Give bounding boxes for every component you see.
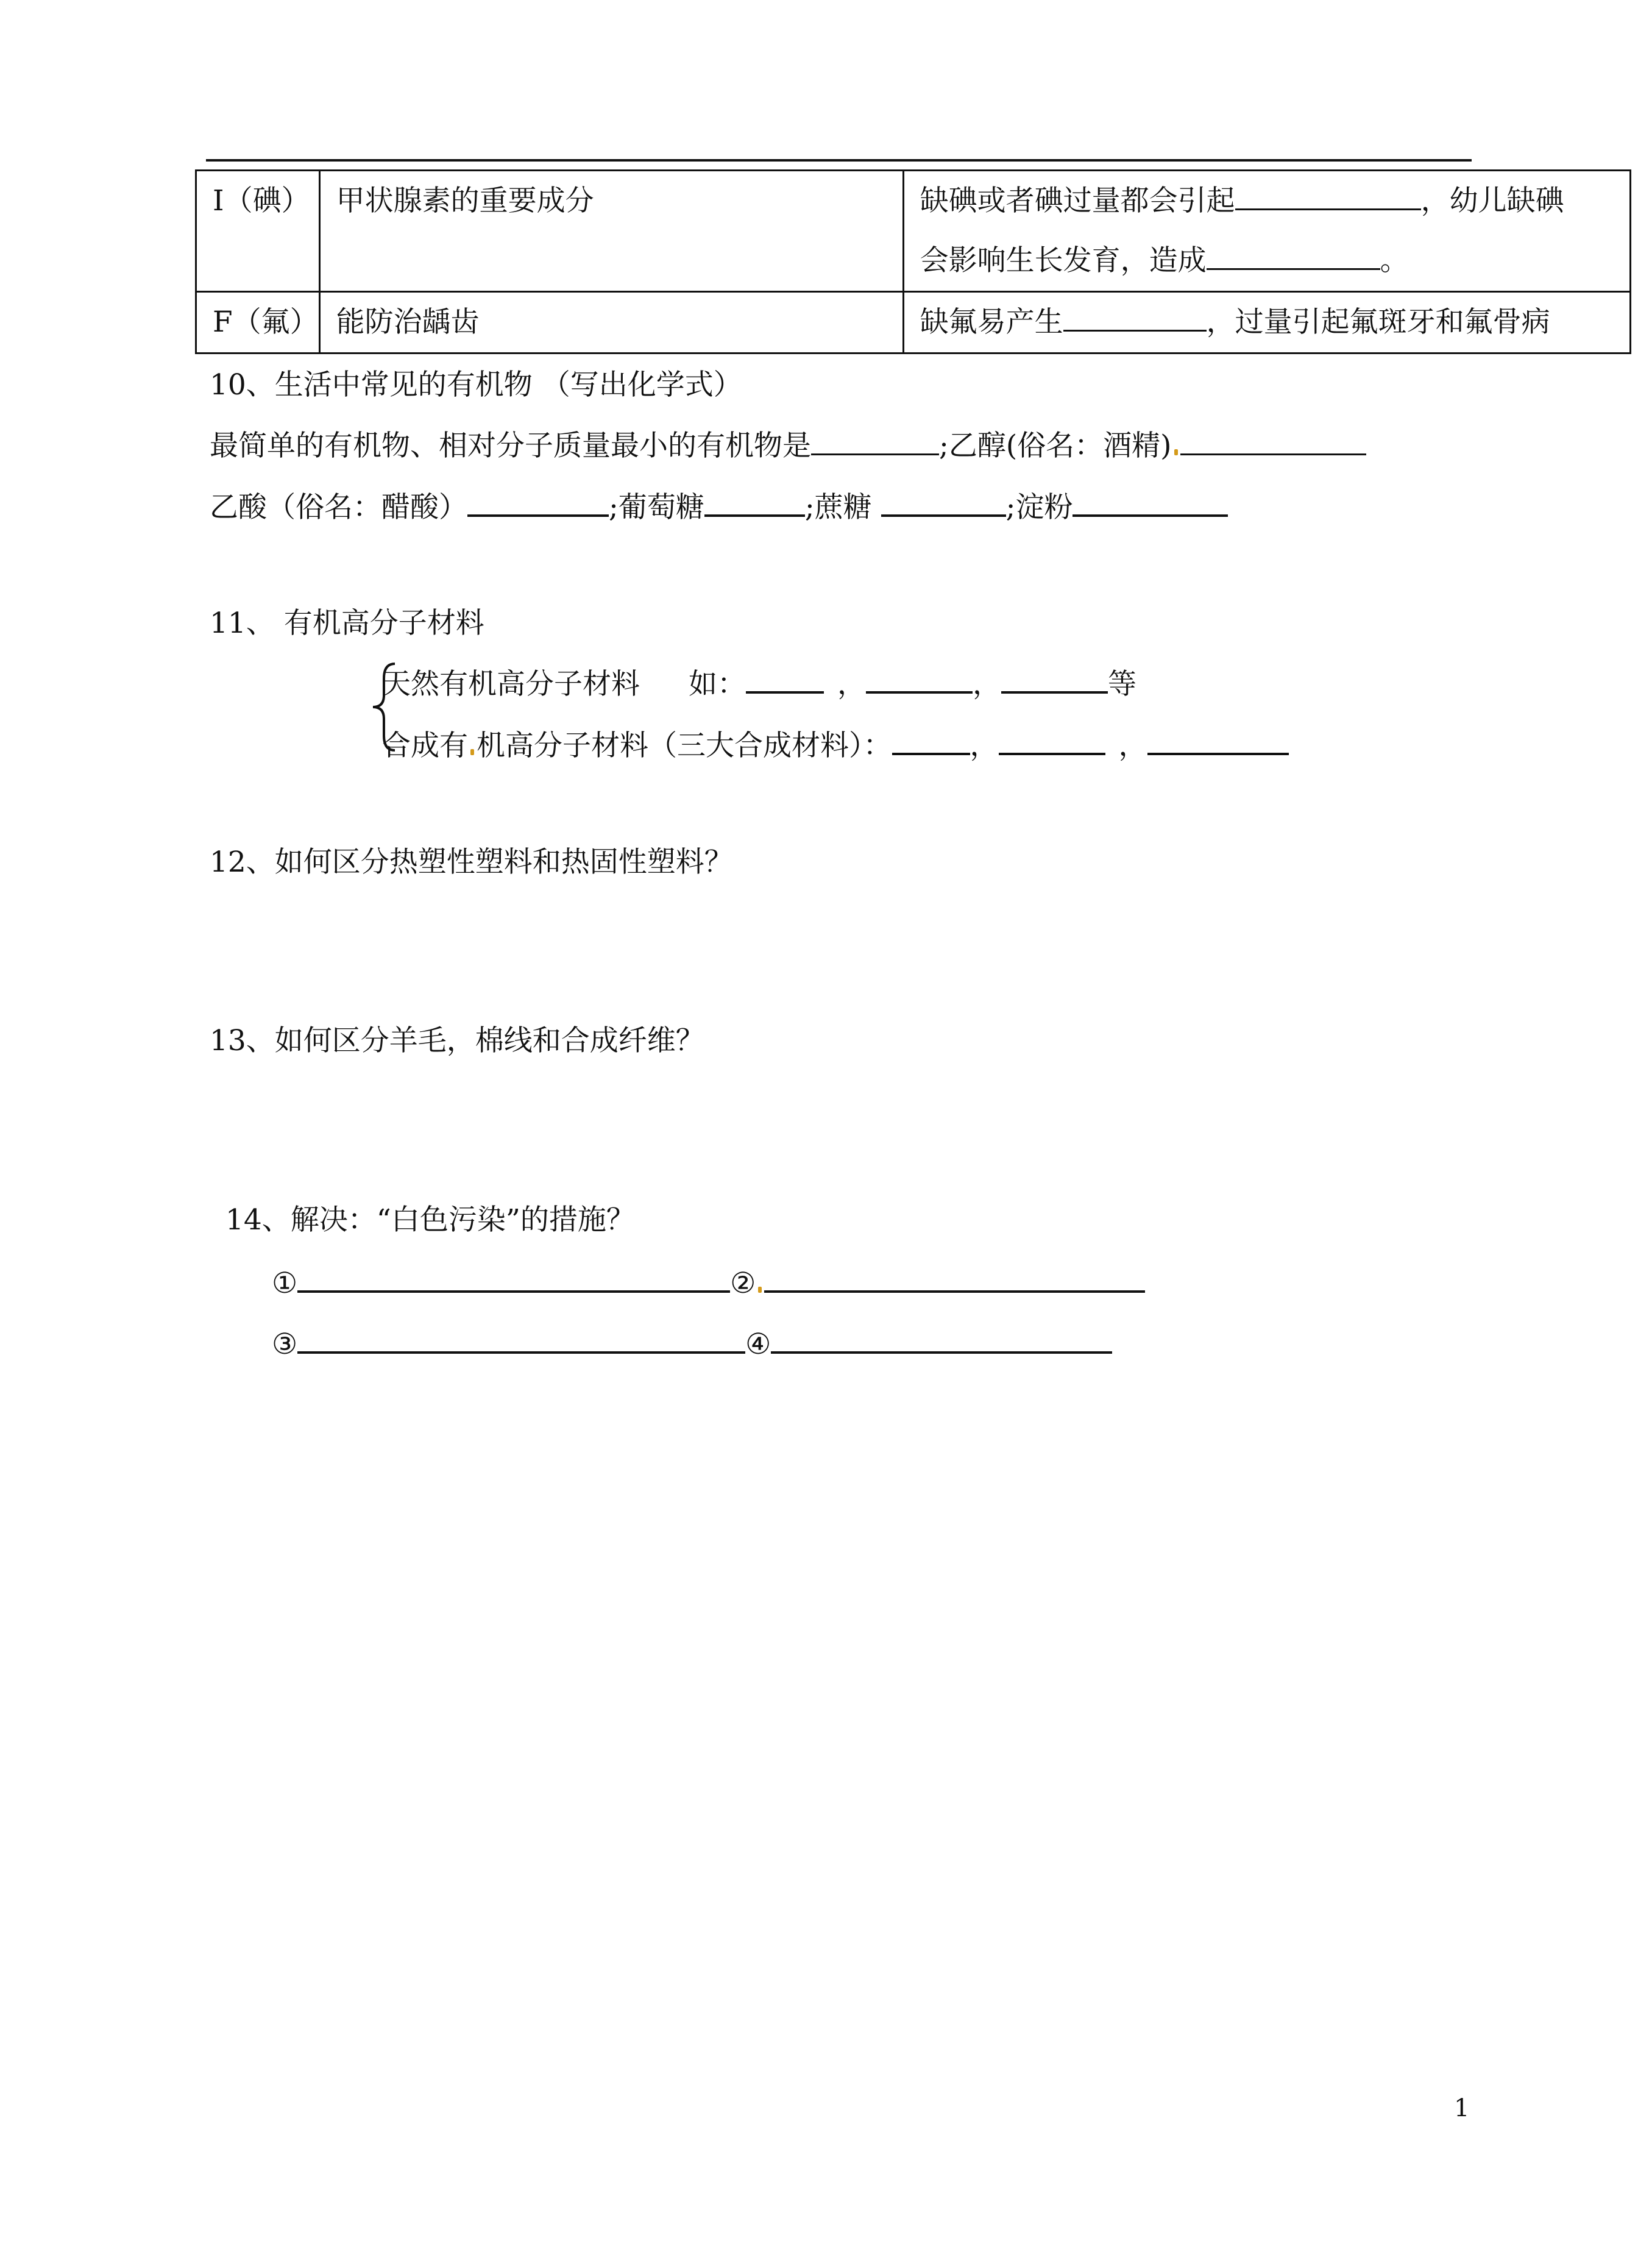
answer-blank[interactable] [746,664,824,694]
answer-blank[interactable] [1207,241,1380,270]
nutrient-table [195,169,1631,354]
page-number: 1 [1454,2094,1470,2122]
element-cell: F（氟） [196,292,320,354]
answer-blank[interactable] [764,1264,1145,1293]
header-rule [206,159,1472,162]
table-row [196,171,1631,292]
question-13-title: 13、如何区分羊毛，棉线和合成纤维？ [210,1024,704,1058]
effect-cell: 缺氟易产生 ，过量引起氟斑牙和氟骨病 [903,292,1630,354]
answer-blank[interactable] [1147,726,1289,755]
answer-blank[interactable] [881,488,1006,517]
element-cell: I（碘） [196,171,320,292]
question-10-title: 10、生活中常见的有机物 （写出化学式） [210,368,742,402]
effect-line: 会影响生长发育，造成 。 [920,231,1629,291]
table-row [196,292,1631,354]
synthetic-materials-line: 合成有 机高分子材料（三大合成材料）： ， ， [382,726,1289,764]
function-cell: 能防治龋齿 [319,292,903,354]
mark-dot [470,749,474,755]
question-11-title: 11、 有机高分子材料 [210,606,484,640]
question-12-title: 12、如何区分热塑性塑料和热固性塑料？ [210,845,733,879]
answer-blank[interactable] [811,427,939,455]
answer-blank[interactable] [297,1264,730,1293]
answer-blank[interactable] [892,726,970,755]
mark-dot [1174,449,1178,455]
question-10-line-2: 乙酸（俗名：醋酸） ;葡萄糖 ;蔗糖 ;淀粉 [210,488,1228,526]
measure-line-2: ③ ④ [272,1324,1112,1363]
answer-blank[interactable] [1072,488,1228,517]
mark-dot [758,1287,762,1293]
answer-blank[interactable] [1001,664,1108,694]
answer-blank[interactable] [866,664,973,694]
answer-blank[interactable] [1235,182,1421,210]
answer-blank[interactable] [1063,303,1207,332]
answer-blank[interactable] [999,726,1105,755]
answer-blank[interactable] [704,488,805,517]
question-14-title: 14、解决：“白色污染”的措施？ [225,1203,635,1237]
function-cell: 甲状腺素的重要成分 [319,171,903,292]
answer-blank[interactable] [467,488,609,517]
effect-line: 缺碘或者碘过量都会引起 ，幼儿缺碘 [920,171,1629,231]
natural-materials-line: 天然有机高分子材料 如： ， ， 等 [382,664,1136,703]
answer-blank[interactable] [1180,427,1366,455]
question-10-line-1: 最简单的有机物、相对分子质量最小的有机物是 ;乙醇(俗名：酒精) [210,427,1366,464]
measure-line-1: ① ② [272,1264,1145,1302]
answer-blank[interactable] [297,1324,745,1354]
effect-cell [903,171,1630,292]
answer-blank[interactable] [771,1324,1112,1354]
